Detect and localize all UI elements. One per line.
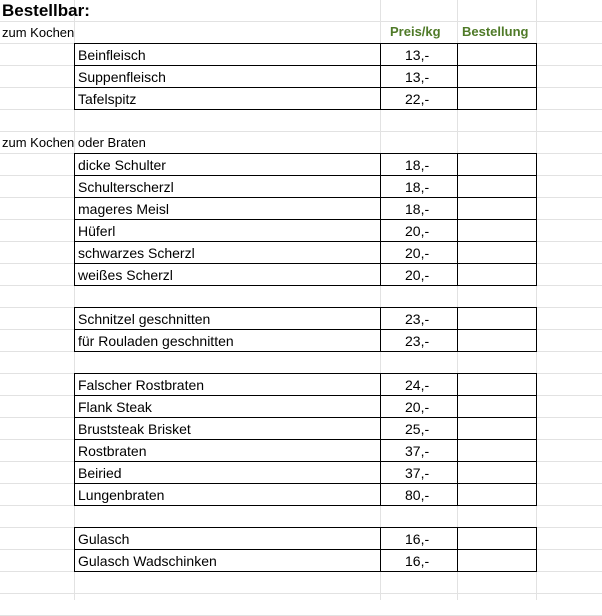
section-label: zum Kochen oder Braten	[2, 135, 146, 150]
order-quantity-cell[interactable]	[458, 330, 536, 351]
product-name: Schulterscherzl	[78, 179, 174, 195]
product-price: 13,-	[405, 69, 430, 85]
order-quantity-cell[interactable]	[458, 44, 536, 65]
product-price: 18,-	[405, 179, 430, 195]
order-quantity-cell[interactable]	[458, 66, 536, 87]
order-quantity-cell[interactable]	[458, 220, 536, 241]
product-name: Suppenfleisch	[78, 69, 166, 85]
product-price: 18,-	[405, 201, 430, 217]
order-quantity-cell[interactable]	[458, 176, 536, 197]
product-price: 23,-	[405, 333, 430, 349]
product-price: 20,-	[405, 399, 430, 415]
product-name: Bruststeak Brisket	[78, 421, 191, 437]
product-price: 16,-	[405, 553, 430, 569]
order-quantity-cell[interactable]	[458, 528, 536, 549]
order-quantity-cell[interactable]	[458, 462, 536, 483]
product-price: 16,-	[405, 531, 430, 547]
product-name: Rostbraten	[78, 443, 147, 459]
order-quantity-cell[interactable]	[458, 484, 536, 505]
order-quantity-cell[interactable]	[458, 374, 536, 395]
gridline	[0, 593, 602, 594]
product-name: weißes Scherzl	[78, 267, 173, 283]
product-name: mageres Meisl	[78, 201, 170, 217]
product-price: 80,-	[405, 487, 430, 503]
order-quantity-cell[interactable]	[458, 154, 536, 175]
order-quantity-cell[interactable]	[458, 550, 536, 571]
column-header-price: Preis/kg	[390, 24, 441, 39]
product-name: Lungenbraten	[78, 487, 165, 503]
product-price: 25,-	[405, 421, 430, 437]
table-column-divider	[380, 43, 381, 110]
order-quantity-cell[interactable]	[458, 198, 536, 219]
product-price: 37,-	[405, 443, 430, 459]
order-quantity-cell[interactable]	[458, 418, 536, 439]
product-name: Falscher Rostbraten	[78, 377, 205, 393]
product-name: Tafelspitz	[78, 91, 137, 107]
column-header-order: Bestellung	[462, 24, 529, 39]
product-name: Flank Steak	[78, 399, 152, 415]
product-price: 18,-	[405, 157, 430, 173]
product-name: Gulasch Wadschinken	[78, 553, 217, 569]
product-name: Beinfleisch	[78, 47, 146, 63]
product-name: für Rouladen geschnitten	[78, 333, 234, 349]
product-price: 20,-	[405, 267, 430, 283]
product-price: 13,-	[405, 47, 430, 63]
sheet-title: Bestellbar:	[2, 1, 90, 20]
order-quantity-cell[interactable]	[458, 264, 536, 285]
product-price: 20,-	[405, 245, 430, 261]
product-name: Hüferl	[78, 223, 116, 239]
product-price: 24,-	[405, 377, 430, 393]
product-name: Gulasch	[78, 531, 130, 547]
order-quantity-cell[interactable]	[458, 242, 536, 263]
order-quantity-cell[interactable]	[458, 308, 536, 329]
order-quantity-cell[interactable]	[458, 396, 536, 417]
order-quantity-cell[interactable]	[458, 88, 536, 109]
product-price: 22,-	[405, 91, 430, 107]
product-price: 20,-	[405, 223, 430, 239]
section-label: zum Kochen	[2, 25, 75, 40]
product-price: 37,-	[405, 465, 430, 481]
product-name: Schnitzel geschnitten	[78, 311, 211, 327]
product-name: Beiried	[78, 465, 122, 481]
product-name: dicke Schulter	[78, 157, 166, 173]
product-name: schwarzes Scherzl	[78, 245, 195, 261]
product-price: 23,-	[405, 311, 430, 327]
order-quantity-cell[interactable]	[458, 440, 536, 461]
